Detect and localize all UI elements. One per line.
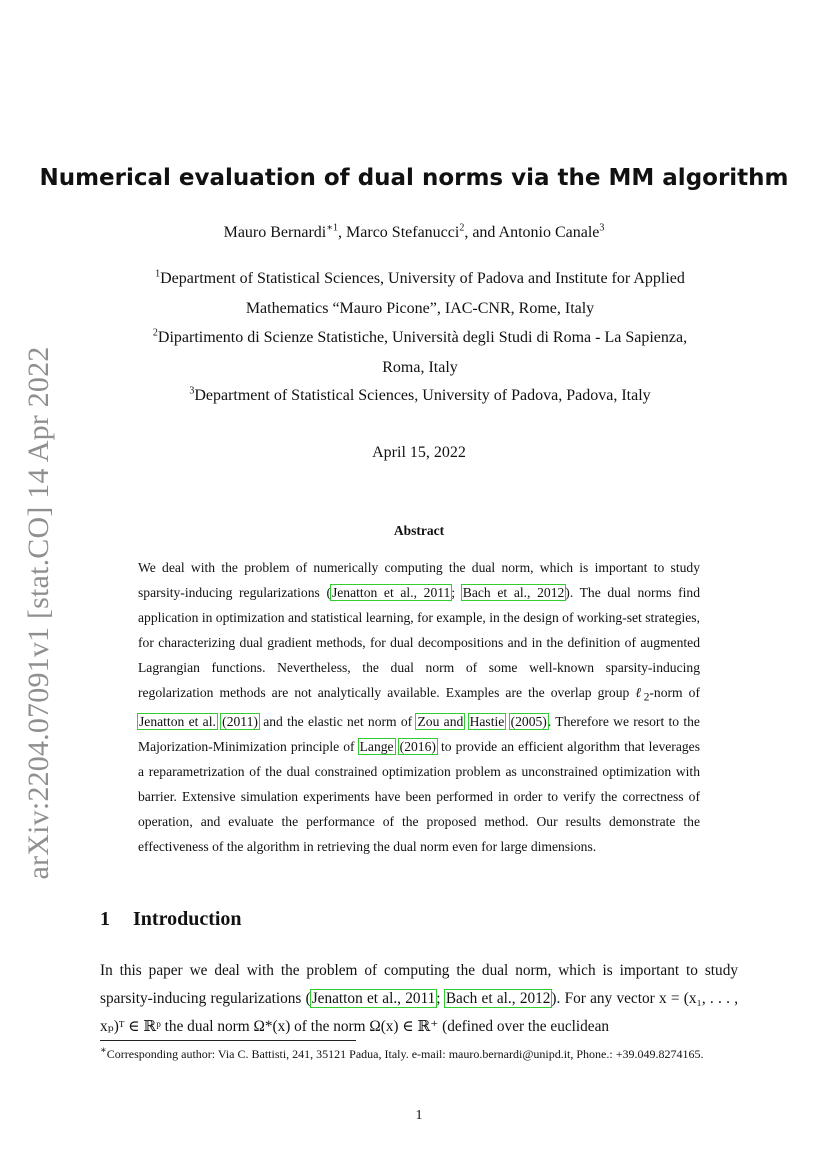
citation-link[interactable]: Bach et al., 2012	[462, 584, 565, 600]
ell-subscript: 2	[643, 691, 650, 704]
footnote	[100, 1044, 738, 1065]
abstract-heading: Abstract	[393, 523, 445, 538]
citation-link[interactable]: Lange	[359, 739, 394, 755]
citation-link[interactable]: Bach et al., 2012	[445, 990, 551, 1007]
inline-math: x = (x₁, . . . , xₚ)ᵀ ∈ ℝᵖ the dual norm Ω*(x) of the norm Ω(x) ∈ ℝ⁺	[100, 990, 739, 1035]
citation-year-link[interactable]: (2011)	[222, 714, 258, 730]
citation-link[interactable]: Hastie	[469, 714, 505, 730]
author-mark: 2	[459, 222, 465, 234]
affiliation-3	[100, 381, 740, 411]
affiliation-line: Mathematics “Mauro Picone”, IAC-CNR, Rome, Italy	[245, 299, 595, 317]
affiliation-mark: 3	[189, 385, 195, 397]
affiliation-mark: 2	[152, 327, 158, 339]
footnote-text: Corresponding author: Via C. Battisti, 241, 35121 Padua, Italy. e-mail: mauro.bernardi@unipd.it, Phone.: +39.049.8274165.	[106, 1047, 704, 1061]
arxiv-identifier-text: arXiv:2204.07091v1 [stat.CO] 14 Apr 2022	[22, 346, 55, 879]
section-heading	[100, 908, 242, 931]
affiliation-1	[100, 264, 740, 323]
footnote-mark: ∗	[100, 1045, 107, 1056]
citation-link[interactable]: Jenatton et al.	[139, 714, 216, 730]
citation-year-link[interactable]: (2016)	[399, 739, 436, 755]
affiliation-line: $^3$Department of Statistical Sciences, University of Padova, Padova, Italy	[189, 385, 651, 404]
section-number: 1	[100, 908, 110, 930]
page-number: 1	[415, 1108, 423, 1123]
author-separator: ,	[338, 224, 347, 241]
section-title: Introduction	[133, 908, 242, 930]
ell-symbol: ℓ	[635, 684, 644, 700]
introduction-paragraph: In this paper we deal with the problem of computing the dual norm, which is important to study sparsity-inducing regularizations (Jenatton et al., 2011; Bach et al., 2012). For any vector x = (x₁, . . . , xₚ)ᵀ ∈ ℝᵖ the dual norm Ω*(x) of the norm Ω(x) ∈ ℝ⁺ (defined over the euclidean	[100, 962, 739, 1035]
author-mark: 3	[599, 222, 605, 234]
affiliation-2	[100, 323, 740, 382]
author-separator: , and	[464, 224, 499, 241]
author-name: Mauro Bernardi	[223, 224, 327, 241]
citation-year-link[interactable]: (2005)	[510, 714, 547, 730]
affiliation-line: $^1$Department of Statistical Sciences, University of Padova and Institute for Applied	[155, 268, 685, 287]
paper-date: April 15, 2022	[372, 444, 466, 461]
citation-link[interactable]: Zou and	[417, 714, 464, 730]
author-name: Marco Stefanucci	[346, 224, 460, 241]
abstract-body: We deal with the problem of numerically computing the dual norm, which is important to study sparsity-inducing regularizations (Jenatton et al., 2011; Bach et al., 2012). The dual norms find application in optimization and statistical learning, for example, in the design of working-set strategies, for characterizing dual gradient methods, for dual decompositions and in the definition of augmented Lagrangian functions. Nevertheless, the dual norm of some well-known sparsity-inducing regolarization methods are not analytically available. Examples are the overlap group ℓ$_2$-norm of Jenatton et al. (2011) and the elastic net norm of Zou and Hastie (2005). Therefore we resort to the Majorization-Minimization principle of Lange (2016) to provide an efficient algorithm that leverages a reparametrization of the dual constrained optimization problem as unconstrained optimization with barrier. Extensive simulation experiments have been performed in order to verify the correctness of operation, and evaluate the performance of the proposed method. Our results demonstrate the effectiveness of the algorithm in retrieving the dual norm even for large dimensions.	[138, 560, 700, 855]
affiliation-mark: 1	[155, 268, 161, 280]
paper-title: Numerical evaluation of dual norms via the MM algorithm	[39, 165, 789, 191]
author-mark: ∗1	[326, 222, 339, 234]
citation-link[interactable]: Jenatton et al., 2011	[311, 990, 436, 1007]
author-name: Antonio Canale	[498, 224, 600, 241]
citation-link[interactable]: Jenatton et al., 2011	[331, 584, 451, 600]
footnote-rule	[100, 1040, 356, 1041]
arxiv-identifier-stamp	[18, 346, 60, 879]
affiliation-line: Roma, Italy	[382, 358, 458, 376]
affiliation-line: $^2$Dipartimento di Scienze Statistiche, Università degli Studi di Roma - La Sapienza,	[152, 327, 688, 346]
author-list	[0, 224, 828, 242]
